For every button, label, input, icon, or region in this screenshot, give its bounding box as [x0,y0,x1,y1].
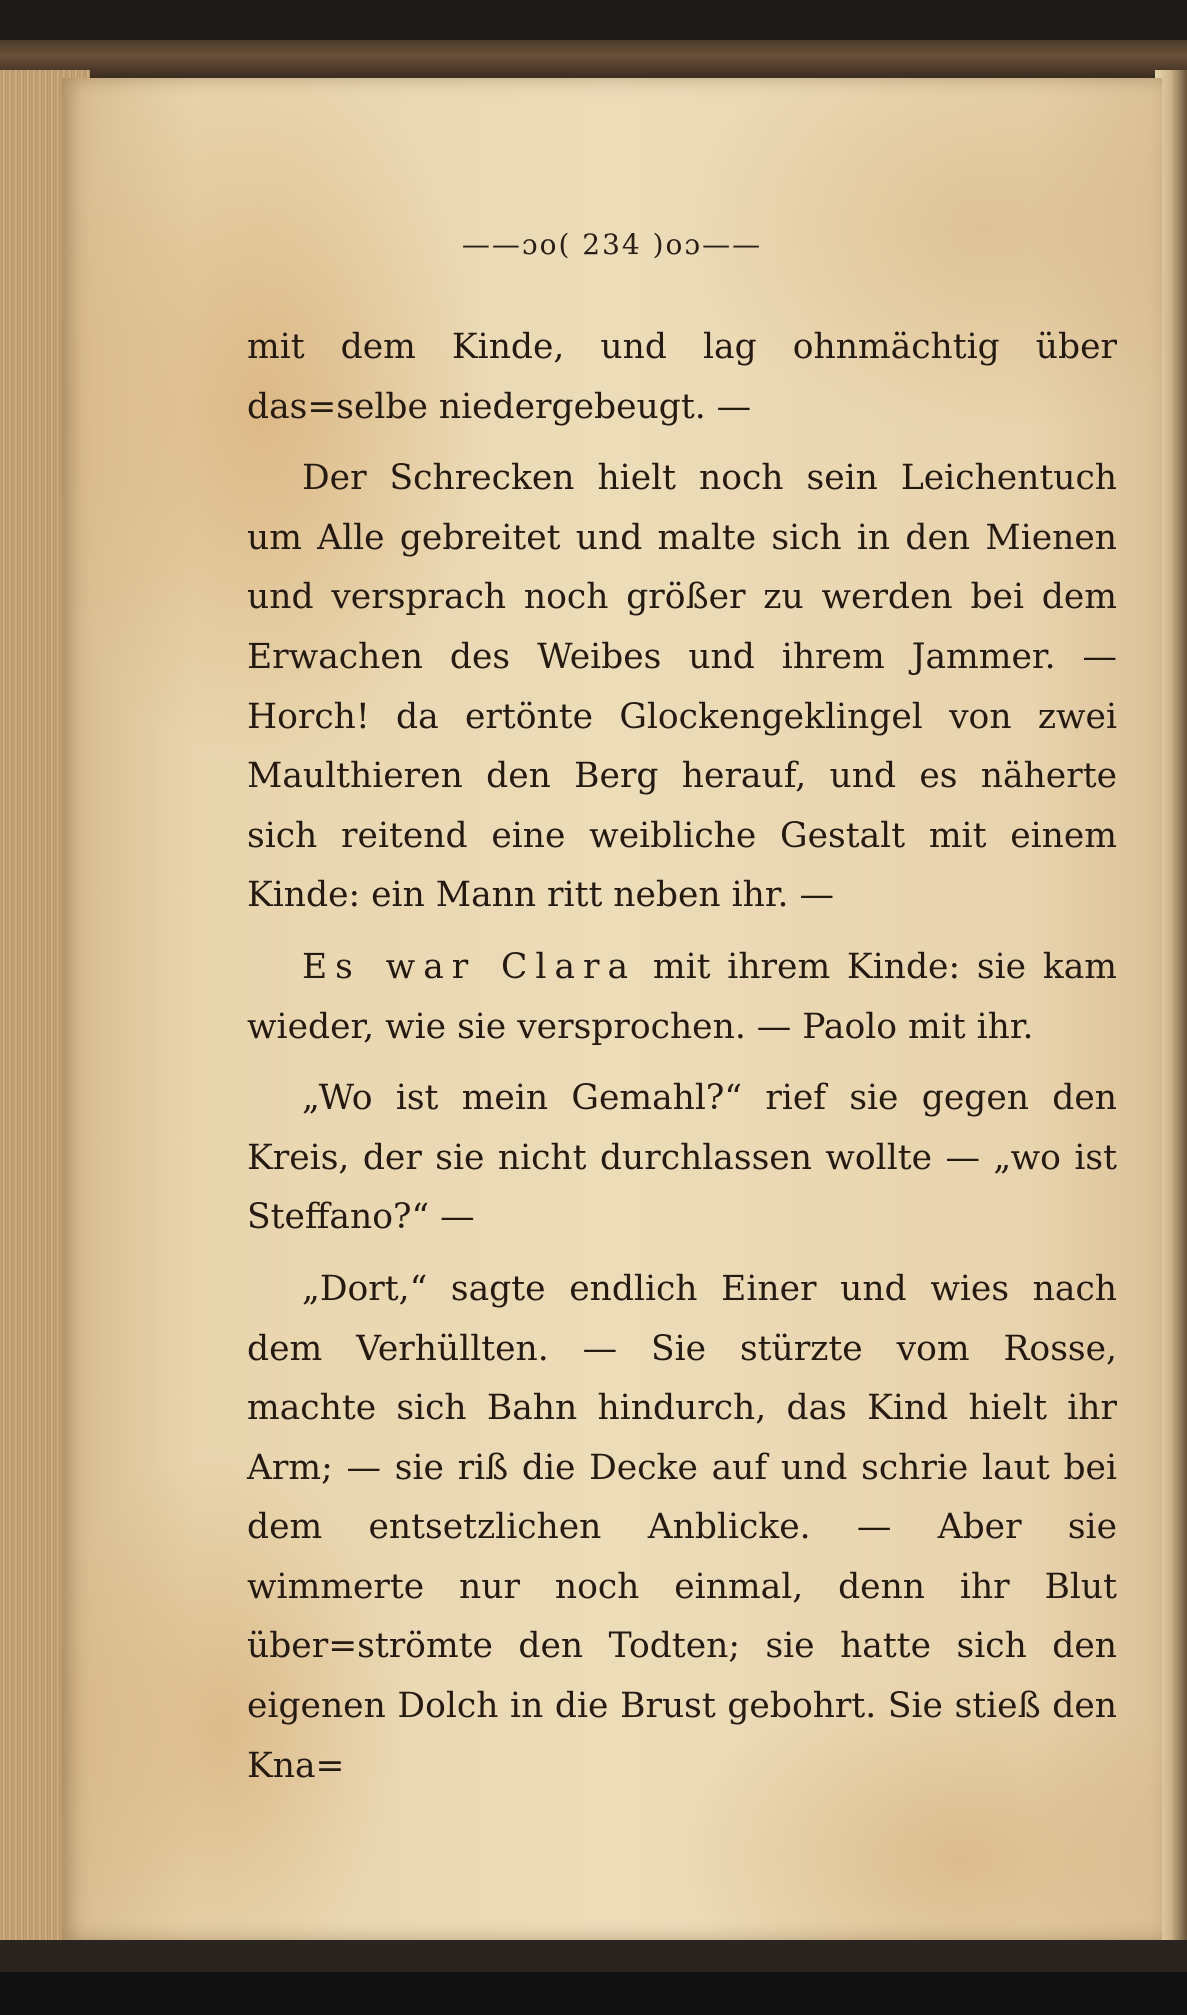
paragraph: mit dem Kinde, und lag ohnmächtig über das=selbe niedergebeugt. — [247,327,1117,427]
book-page [62,78,1162,1940]
paragraph: Der Schrecken hielt noch sein Leichentuch um Alle gebreitet und malte sich in den Mienen und versprach noch größer zu werden bei dem Erwachen des Weibes und ihrem Jammer. — Horch! da ertönte Glockengeklingel von zwei Maulthieren den Berg herauf, und es näherte sich reitend eine weibliche Gestalt mit einem Kinde: ein Mann ritt neben ihr. — [247,458,1117,916]
paragraph [247,938,1117,1057]
page-top-edge [0,40,1187,78]
page-text [247,318,1117,1808]
emphasized-name: Es war Clara [302,946,637,987]
page-number: ——ɔo( 234 )oɔ—— [461,228,763,261]
paragraph-text: mit ihrem Kinde: sie kam wieder, wie sie versprochen. — Paolo mit ihr. [247,946,1117,1047]
paragraph: „Wo ist mein Gemahl?“ rief sie gegen den Kreis, der sie nicht durchlassen wollte — „wo ist Steffano?“ — [247,1078,1117,1238]
paragraph: „Dort,“ sagte endlich Einer und wies nach dem Verhüllten. — Sie stürzte vom Rosse, machte sich Bahn hindurch, das Kind hielt ihr Arm; — sie riß die Decke auf und schrie laut bei dem entsetzlichen Anblicke. — Aber sie wimmerte nur noch einmal, denn ihr Blut über=strömte den Todten; sie hatte sich den eigenen Dolch in die Brust gebohrt. Sie stieß den Kna= [247,1268,1117,1786]
